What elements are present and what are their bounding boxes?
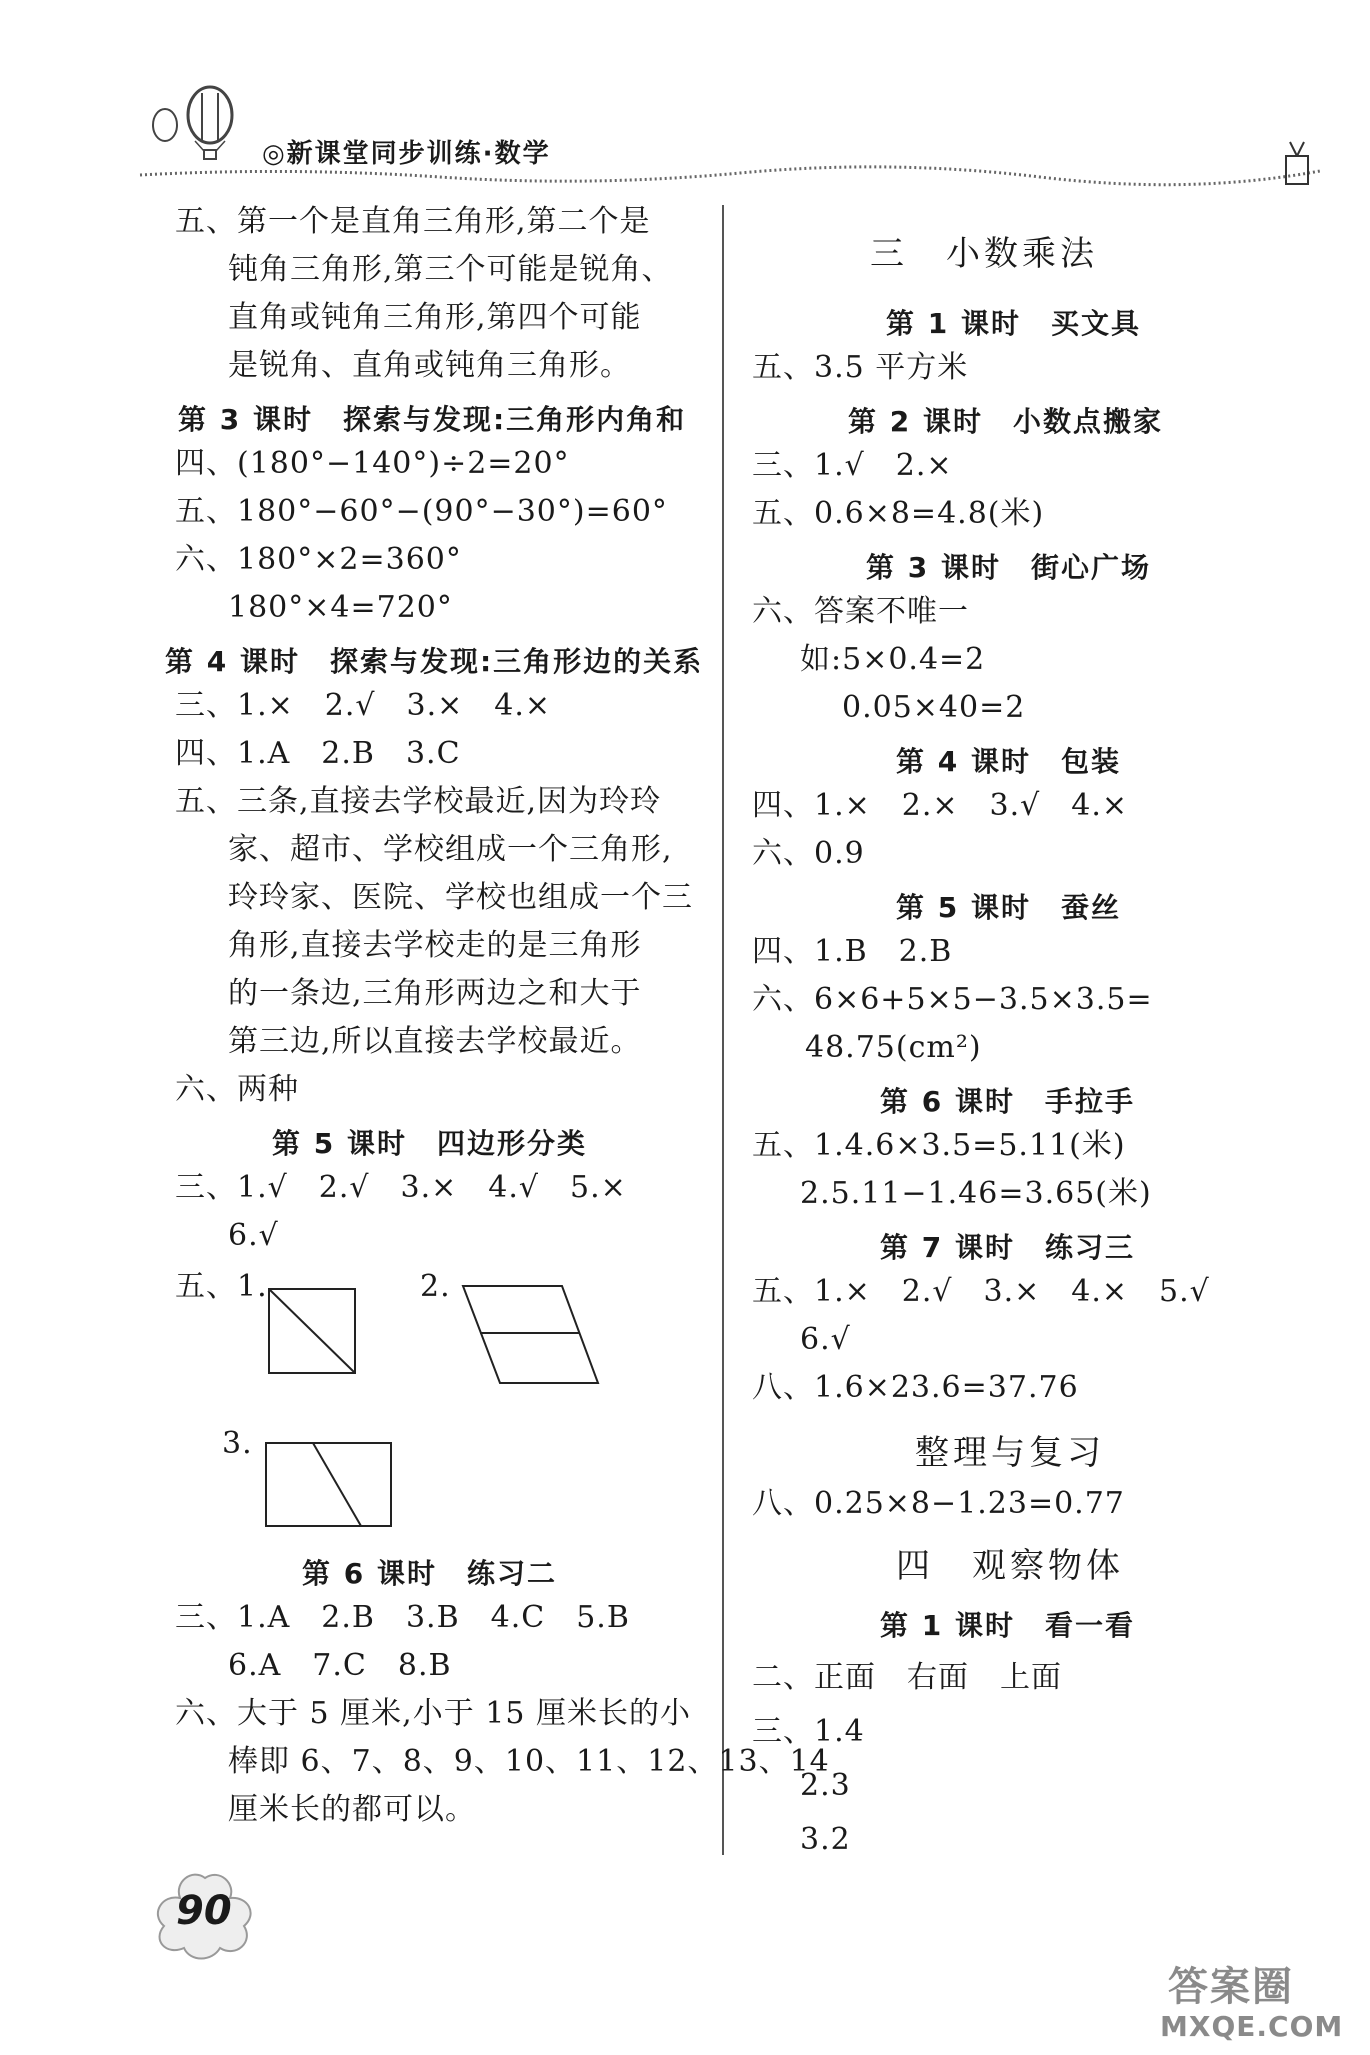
l6-q6-line-2: 棒即 6、7、8、9、10、11、12、13、14 bbox=[228, 1744, 830, 1779]
r-lesson1-title: 第 1 课时 买文具 bbox=[886, 307, 1141, 340]
figure-parallelogram bbox=[462, 1285, 600, 1385]
l5-line-1: 三、1.√ 2.√ 3.× 4.√ 5.× bbox=[175, 1170, 627, 1205]
r-l5-line-3: 48.75(cm²) bbox=[805, 1030, 982, 1065]
l4-q6: 六、两种 bbox=[175, 1072, 299, 1107]
l6-line-1: 三、1.A 2.B 3.B 4.C 5.B bbox=[175, 1600, 630, 1635]
r-lesson7-title: 第 7 课时 练习三 bbox=[880, 1231, 1135, 1264]
lesson6-title: 第 6 课时 练习二 bbox=[302, 1557, 557, 1590]
page-number: 90 bbox=[176, 1888, 232, 1934]
section4-title: 四 观察物体 bbox=[896, 1546, 1124, 1586]
r-lesson2-title: 第 2 课时 小数点搬家 bbox=[848, 405, 1163, 438]
l4-q5-line-1: 五、三条,直接去学校最近,因为玲玲 bbox=[175, 784, 662, 819]
r-l7-line-1: 五、1.× 2.√ 3.× 4.× 5.√ bbox=[752, 1274, 1210, 1309]
figure-square-diagonal bbox=[268, 1288, 358, 1376]
fig3-label: 3. bbox=[222, 1426, 253, 1461]
q5-line-3: 直角或钝角三角形,第四个可能 bbox=[228, 300, 642, 335]
r-l6-line-1: 五、1.4.6×3.5=5.11(米) bbox=[752, 1128, 1126, 1163]
review-title: 整理与复习 bbox=[915, 1433, 1105, 1473]
l4-q5-line-4: 角形,直接去学校走的是三角形 bbox=[228, 928, 642, 963]
r-l1-line: 五、3.5 平方米 bbox=[752, 350, 969, 385]
l5-line-2: 6.√ bbox=[228, 1218, 279, 1253]
r-lesson4-title: 第 4 课时 包装 bbox=[896, 745, 1121, 778]
r-l4-line-2: 六、0.9 bbox=[752, 836, 865, 871]
r-lesson3-title: 第 3 课时 街心广场 bbox=[866, 551, 1151, 584]
header-rule bbox=[140, 165, 1320, 185]
l3-line-2: 五、180°−60°−(90°−30°)=60° bbox=[175, 494, 668, 529]
column-divider bbox=[722, 205, 724, 1855]
figure-rectangle-split bbox=[265, 1442, 393, 1528]
l6-q6-line-1: 六、大于 5 厘米,小于 15 厘米长的小 bbox=[175, 1696, 691, 1731]
fig1-label: 五、1. bbox=[175, 1269, 268, 1304]
r-l5-line-2: 六、6×6+5×5−3.5×3.5= bbox=[752, 982, 1153, 1017]
r-lesson5-title: 第 5 课时 蚕丝 bbox=[896, 891, 1121, 924]
l3-line-1: 四、(180°−140°)÷2=20° bbox=[175, 446, 570, 481]
q5-line-1: 五、第一个是直角三角形,第二个是 bbox=[175, 204, 651, 239]
section3-title: 三 小数乘法 bbox=[870, 234, 1098, 274]
r-l2-line-2: 五、0.6×8=4.8(米) bbox=[752, 496, 1045, 531]
s4-line-4: 3.2 bbox=[800, 1822, 851, 1857]
l4-line-1: 三、1.× 2.√ 3.× 4.× bbox=[175, 688, 552, 723]
lesson4-title: 第 4 课时 探索与发现:三角形边的关系 bbox=[165, 645, 704, 678]
r-l6-line-2: 2.5.11−1.46=3.65(米) bbox=[800, 1176, 1152, 1211]
r-lesson6-title: 第 6 课时 手拉手 bbox=[880, 1085, 1135, 1118]
l4-q5-line-5: 的一条边,三角形两边之和大于 bbox=[228, 976, 642, 1011]
r-l3-line-2: 如:5×0.4=2 bbox=[800, 642, 986, 677]
r-l3-line-1: 六、答案不唯一 bbox=[752, 594, 969, 629]
l3-line-4: 180°×4=720° bbox=[228, 590, 453, 625]
lesson3-title: 第 3 课时 探索与发现:三角形内角和 bbox=[178, 403, 687, 436]
r-l7-line-3: 八、1.6×23.6=37.76 bbox=[752, 1370, 1079, 1405]
l3-line-3: 六、180°×2=360° bbox=[175, 542, 462, 577]
r-l7-line-2: 6.√ bbox=[800, 1322, 851, 1357]
plant-icon bbox=[1278, 138, 1318, 188]
s4-lesson1-title: 第 1 课时 看一看 bbox=[880, 1609, 1135, 1642]
r-l2-line-1: 三、1.√ 2.× bbox=[752, 448, 953, 483]
l6-line-2: 6.A 7.C 8.B bbox=[228, 1648, 452, 1683]
q5-line-2: 钝角三角形,第三个可能是锐角、 bbox=[228, 252, 673, 287]
review-line: 八、0.25×8−1.23=0.77 bbox=[752, 1486, 1125, 1521]
watermark-url: MXQE.COM bbox=[1160, 2010, 1344, 2043]
r-l3-line-3: 0.05×40=2 bbox=[842, 690, 1026, 725]
l4-q5-line-6: 第三边,所以直接去学校最近。 bbox=[228, 1024, 642, 1059]
l4-q5-line-2: 家、超市、学校组成一个三角形, bbox=[228, 832, 673, 867]
s4-line-1: 二、正面 右面 上面 bbox=[752, 1660, 1062, 1695]
l4-line-2: 四、1.A 2.B 3.C bbox=[175, 736, 461, 771]
l6-q6-line-3: 厘米长的都可以。 bbox=[228, 1792, 476, 1827]
lesson5-title: 第 5 课时 四边形分类 bbox=[272, 1127, 587, 1160]
balloon-icon bbox=[140, 85, 250, 175]
q5-line-4: 是锐角、直角或钝角三角形。 bbox=[228, 348, 631, 383]
r-l5-line-1: 四、1.B 2.B bbox=[752, 934, 953, 969]
l4-q5-line-3: 玲玲家、医院、学校也组成一个三 bbox=[228, 880, 693, 915]
watermark-logo: 答案圈 bbox=[1168, 1964, 1294, 2010]
fig2-label: 2. bbox=[420, 1269, 451, 1304]
s4-line-3: 2.3 bbox=[800, 1768, 851, 1803]
r-l4-line-1: 四、1.× 2.× 3.√ 4.× bbox=[752, 788, 1129, 823]
header-title: ◎新课堂同步训练·数学 bbox=[262, 139, 551, 169]
s4-line-2: 三、1.4 bbox=[752, 1714, 865, 1749]
